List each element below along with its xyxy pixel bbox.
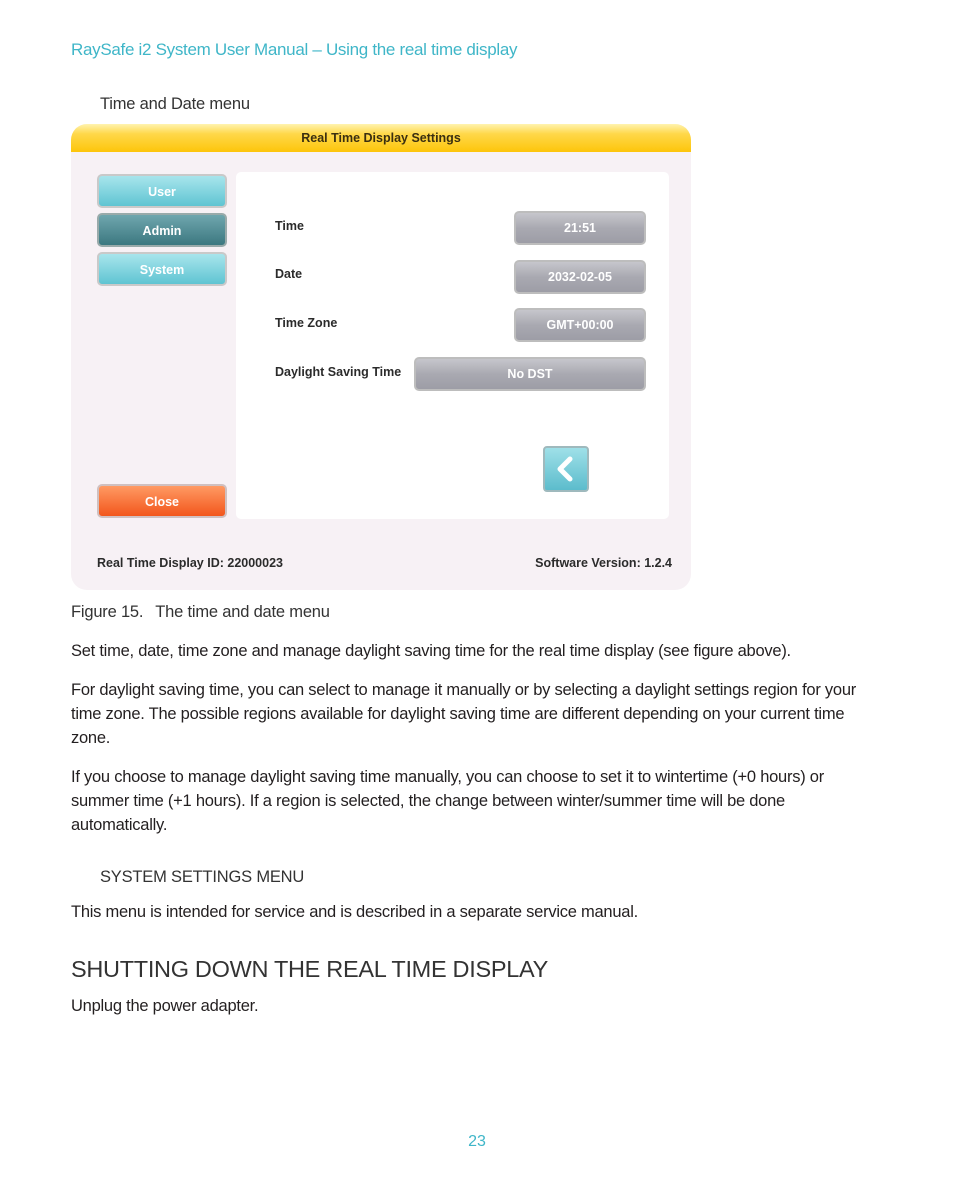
paragraph: Set time, date, time zone and manage daylight saving time for the real time display (see figure above).: [71, 642, 791, 660]
back-button[interactable]: [543, 446, 589, 492]
system-button[interactable]: System: [97, 252, 227, 286]
time-zone-label: Time Zone: [275, 316, 338, 330]
close-button[interactable]: Close: [97, 484, 227, 518]
dst-value-button[interactable]: No DST: [414, 357, 646, 391]
time-value-button[interactable]: 21:51: [514, 211, 646, 245]
paragraph: For daylight saving time, you can select to manage it manually or by selecting a daylight settings region for your time zone. The possible regions available for daylight saving time are different depending on your current time zone.: [71, 681, 857, 747]
running-header: RaySafe i2 System User Manual – Using the real time display: [71, 40, 518, 59]
page-number: 23: [468, 1133, 486, 1150]
device-title-bar: Real Time Display Settings: [71, 124, 691, 152]
paragraph: If you choose to manage daylight saving time manually, you can choose to set it to wintertime (+0 hours) or summer time (+1 hours). If a region is selected, the change between winter/summer time will be done automatically.: [71, 768, 824, 834]
date-value-button[interactable]: 2032-02-05: [514, 260, 646, 294]
section-title-shutdown: SHUTTING DOWN THE REAL TIME DISPLAY: [71, 956, 548, 982]
date-label: Date: [275, 267, 303, 281]
subsection-title-time-date: Time and Date menu: [100, 95, 250, 113]
time-zone-value-button[interactable]: GMT+00:00: [514, 308, 646, 342]
paragraph: This menu is intended for service and is described in a separate service manual.: [71, 903, 638, 921]
subsection-title-system: SYSTEM SETTINGS MENU: [100, 868, 305, 886]
admin-button[interactable]: Admin: [97, 213, 227, 247]
time-label: Time: [275, 219, 304, 233]
device-id: Real Time Display ID: 22000023: [97, 556, 283, 570]
figure-caption-text: The time and date menu: [155, 603, 330, 621]
figure-caption: [71, 603, 330, 622]
paragraph: Unplug the power adapter.: [71, 997, 259, 1015]
device-screen-figure: [71, 124, 691, 590]
dst-label: Daylight Saving Time: [275, 365, 402, 379]
software-version: Software Version: 1.2.4: [535, 556, 672, 570]
chevron-left-icon: [545, 448, 587, 490]
figure-number: Figure 15.: [71, 603, 144, 621]
user-button[interactable]: User: [97, 174, 227, 208]
